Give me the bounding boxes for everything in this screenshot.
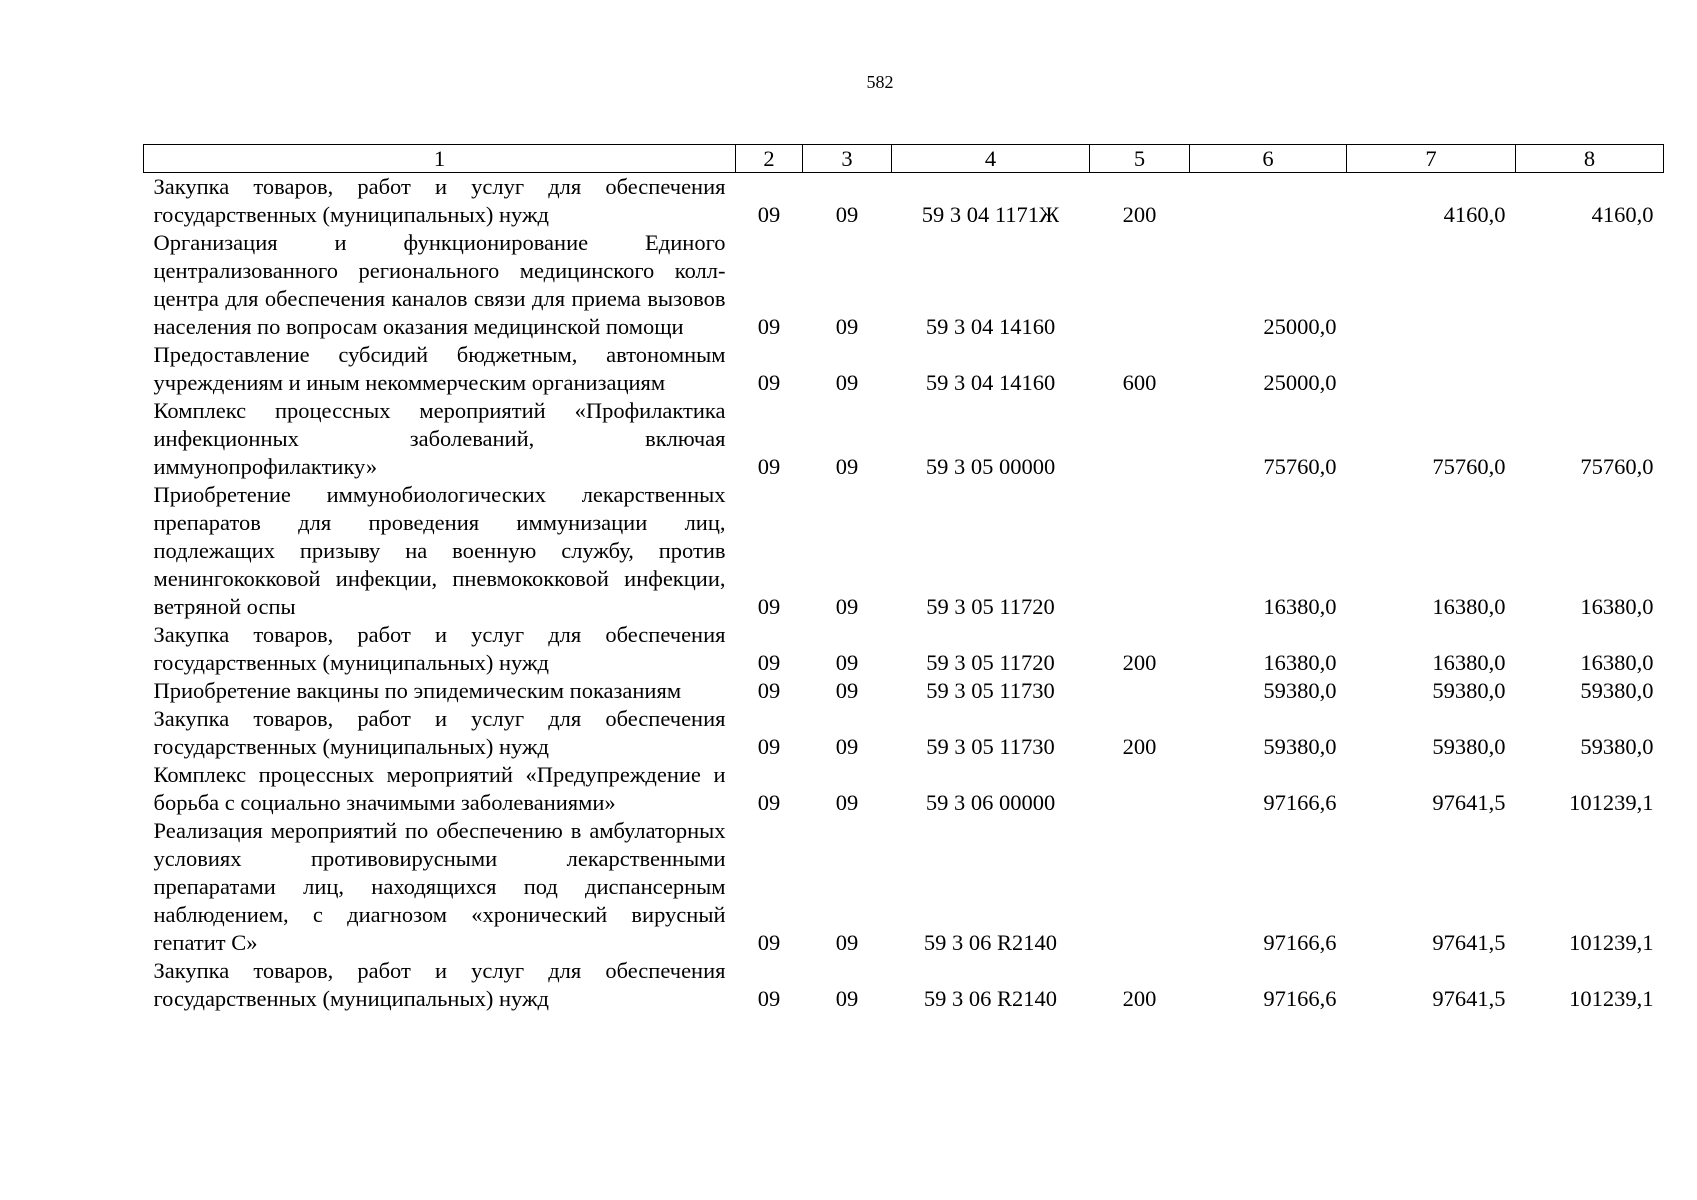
amount-col8-cell: 16380,0 [1580, 650, 1654, 675]
amount-col6-cell [1190, 173, 1347, 230]
expense-type-cell [1090, 677, 1190, 705]
expense-type-cell [1090, 397, 1190, 481]
subsection-cell: 09 [835, 930, 859, 955]
description-cell: Закупка товаров, работ и услуг для обеспечения государственных (муниципальных) нужд [153, 958, 726, 1011]
target-article-cell: 59 3 05 11720 [926, 650, 1055, 675]
amount-col7-cell: 75760,0 [1432, 454, 1506, 479]
amount-col6-cell: 97166,6 [1263, 930, 1337, 955]
description-cell: Приобретение вакцины по эпидемическим показаниям [153, 678, 682, 703]
amount-col7-cell: 97641,5 [1432, 930, 1506, 955]
table-row [144, 481, 1664, 621]
amount-col7-cell: 4160,0 [1443, 202, 1506, 227]
table-row [144, 677, 1664, 705]
amount-col8-cell: 4160,0 [1591, 202, 1654, 227]
section-cell: 09 [757, 650, 781, 675]
amount-col6-cell: 25000,0 [1263, 370, 1337, 395]
expense-type-cell [1090, 761, 1190, 817]
page-number: 582 [866, 72, 894, 92]
subsection-cell: 09 [835, 594, 859, 619]
table-row [144, 621, 1664, 677]
amount-col8-cell [1516, 229, 1664, 341]
table-row [144, 705, 1664, 761]
section-cell: 09 [757, 986, 781, 1011]
subsection-cell: 09 [835, 678, 859, 703]
table-header-row [144, 145, 1664, 173]
expense-type-cell: 200 [1122, 986, 1157, 1011]
description-cell: Закупка товаров, работ и услуг для обеспечения государственных (муниципальных) нужд [153, 174, 726, 227]
target-article-cell: 59 3 06 00000 [925, 790, 1056, 815]
target-article-cell: 59 3 04 14160 [925, 314, 1056, 339]
section-cell: 09 [757, 678, 781, 703]
description-cell: Организация и функционирование Единого централизованного регионального медицинского колл-центра для обеспечения каналов связи для приема вызовов населения по вопросам оказания медицинской помощи [153, 230, 726, 339]
subsection-cell: 09 [835, 734, 859, 759]
target-article-cell: 59 3 06 R2140 [923, 986, 1058, 1011]
expense-type-cell: 200 [1122, 734, 1157, 759]
column-header-6: 6 [1190, 145, 1347, 173]
column-header-5: 5 [1090, 145, 1190, 173]
section-cell: 09 [757, 370, 781, 395]
table-row [144, 341, 1664, 397]
column-header-4: 4 [892, 145, 1090, 173]
section-cell: 09 [757, 930, 781, 955]
description-cell: Закупка товаров, работ и услуг для обеспечения государственных (муниципальных) нужд [153, 706, 726, 759]
section-cell: 09 [757, 454, 781, 479]
table-row [144, 957, 1664, 1013]
section-cell: 09 [757, 314, 781, 339]
expense-type-cell [1090, 817, 1190, 957]
amount-col6-cell: 25000,0 [1263, 314, 1337, 339]
amount-col7-cell: 16380,0 [1432, 650, 1506, 675]
amount-col8-cell: 101239,1 [1569, 986, 1654, 1011]
description-cell: Предоставление субсидий бюджетным, автономным учреждениям и иным некоммерческим организациям [153, 342, 726, 395]
amount-col6-cell: 75760,0 [1263, 454, 1337, 479]
amount-col7-cell: 59380,0 [1432, 678, 1506, 703]
amount-col8-cell: 101239,1 [1569, 790, 1654, 815]
amount-col7-cell: 97641,5 [1432, 986, 1506, 1011]
column-header-3: 3 [803, 145, 892, 173]
column-header-1: 1 [144, 145, 736, 173]
table-row [144, 397, 1664, 481]
expense-type-cell: 600 [1122, 370, 1157, 395]
subsection-cell: 09 [835, 986, 859, 1011]
section-cell: 09 [757, 594, 781, 619]
target-article-cell: 59 3 04 1171Ж [921, 202, 1060, 227]
target-article-cell: 59 3 05 11730 [926, 678, 1055, 703]
budget-table [143, 144, 1664, 1013]
table-row [144, 817, 1664, 957]
amount-col7-cell: 59380,0 [1432, 734, 1506, 759]
amount-col6-cell: 16380,0 [1263, 594, 1337, 619]
subsection-cell: 09 [835, 370, 859, 395]
amount-col7-cell [1347, 229, 1516, 341]
table-row [144, 229, 1664, 341]
amount-col8-cell: 75760,0 [1580, 454, 1654, 479]
amount-col8-cell: 59380,0 [1580, 734, 1654, 759]
amount-col8-cell: 59380,0 [1580, 678, 1654, 703]
column-header-7: 7 [1347, 145, 1516, 173]
subsection-cell: 09 [835, 650, 859, 675]
target-article-cell: 59 3 05 11730 [926, 734, 1055, 759]
subsection-cell: 09 [835, 454, 859, 479]
amount-col6-cell: 59380,0 [1263, 734, 1337, 759]
description-cell: Комплекс процессных мероприятий «Профилактика инфекционных заболеваний, включая иммунопрофилактику» [153, 398, 726, 479]
amount-col7-cell: 16380,0 [1432, 594, 1506, 619]
expense-type-cell: 200 [1122, 650, 1157, 675]
target-article-cell: 59 3 04 14160 [925, 370, 1056, 395]
table-row [144, 761, 1664, 817]
column-header-2: 2 [736, 145, 803, 173]
subsection-cell: 09 [835, 790, 859, 815]
amount-col8-cell [1516, 341, 1664, 397]
description-cell: Комплекс процессных мероприятий «Предупреждение и борьба с социально значимыми заболеваниями» [153, 762, 726, 815]
target-article-cell: 59 3 06 R2140 [923, 930, 1058, 955]
table-row [144, 173, 1664, 230]
section-cell: 09 [757, 734, 781, 759]
target-article-cell: 59 3 05 00000 [925, 454, 1056, 479]
subsection-cell: 09 [835, 314, 859, 339]
amount-col8-cell: 16380,0 [1580, 594, 1654, 619]
column-header-8: 8 [1516, 145, 1664, 173]
target-article-cell: 59 3 05 11720 [926, 594, 1055, 619]
amount-col6-cell: 97166,6 [1263, 790, 1337, 815]
amount-col6-cell: 97166,6 [1263, 986, 1337, 1011]
expense-type-cell [1090, 481, 1190, 621]
amount-col8-cell: 101239,1 [1569, 930, 1654, 955]
subsection-cell: 09 [835, 202, 859, 227]
description-cell: Реализация мероприятий по обеспечению в амбулаторных условиях противовирусными лекарственными препаратами лиц, находящихся под диспансерным наблюдением, с диагнозом «хронический вирусный гепатит С» [153, 818, 726, 955]
description-cell: Закупка товаров, работ и услуг для обеспечения государственных (муниципальных) нужд [153, 622, 726, 675]
section-cell: 09 [757, 790, 781, 815]
amount-col6-cell: 59380,0 [1263, 678, 1337, 703]
expense-type-cell: 200 [1122, 202, 1157, 227]
description-cell: Приобретение иммунобиологических лекарственных препаратов для проведения иммунизации лиц, подлежащих призыву на военную службу, против менингококковой инфекции, пневмококковой инфекции, ветряной оспы [153, 482, 726, 619]
table-body [144, 173, 1664, 1014]
expense-type-cell [1090, 229, 1190, 341]
amount-col6-cell: 16380,0 [1263, 650, 1337, 675]
amount-col7-cell [1347, 341, 1516, 397]
amount-col7-cell: 97641,5 [1432, 790, 1506, 815]
section-cell: 09 [757, 202, 781, 227]
